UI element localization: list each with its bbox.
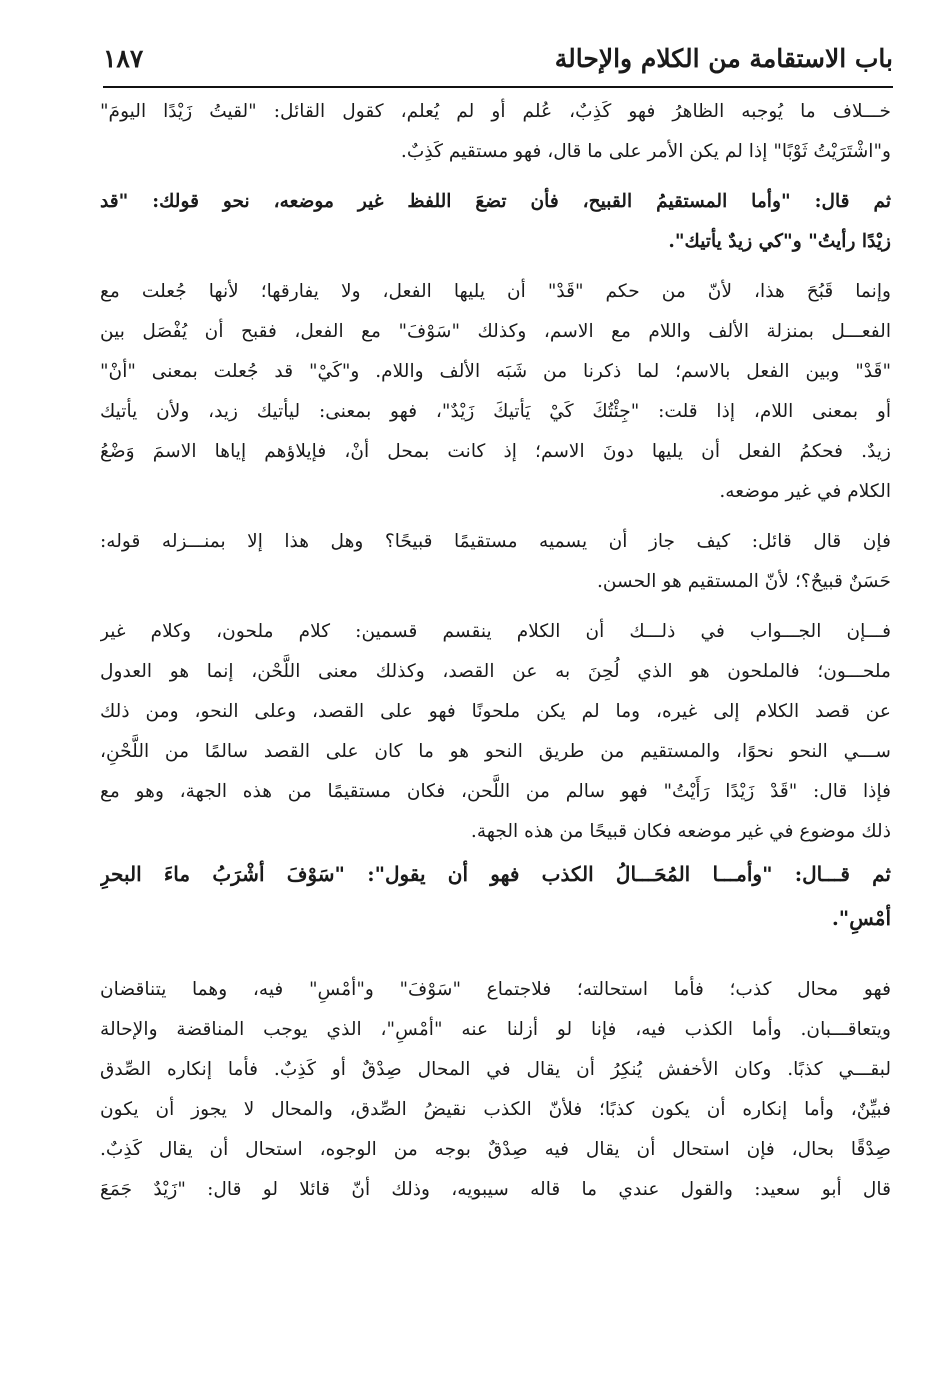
text-line: عن قصد الكلام إلى غيره، وما لم يكن ملحونًا فهو على القصد، وعلى النحو، ومن ذلك (100, 701, 891, 722)
text-line: أمْسِ". (831, 906, 891, 930)
paragraph (100, 522, 891, 602)
text-line: ثم قال: "وأما المستقيمُ القبيح، فأن تضعَ اللفظ غير موضعه، نحو قولك: "قد (100, 191, 891, 212)
text-line: فإن قال قائل: كيف جاز أن يسميه مستقيمًا قبيحًا؟ وهل هذا إلا بمنـــزله قوله: (100, 531, 891, 552)
paragraph (100, 92, 891, 172)
text-line: قال أبو سعيد: والقول عندي ما قاله سيبويه، وذلك أنّ قائلا لو قال: "زَيْدٌ جَمَعَ (100, 1179, 891, 1200)
paragraph (100, 970, 891, 1170)
text-line: الكلام في غير موضعه. (719, 481, 891, 502)
quoted-paragraph (100, 182, 891, 262)
text-line: ســـي النحو نحوًا، والمستقيم من طريق النحو هو ما كان على القصد سالمًا من اللَّحْنِ، (100, 741, 891, 762)
text-line: حَسَنٌ قبيحٌ؟؛ لأنّ المستقيم هو الحسن. (596, 571, 891, 592)
paragraph (100, 272, 891, 512)
text-line: ثم قـــال: "وأمـــا المُحَـــالُ الكذب فهو أن يقول": "سَوْفَ أشْرَبُ ماءَ البحرِ (100, 862, 891, 886)
text-line: و"اشْتَرَيْتُ ثَوْبًا" إذا لم يكن الأمر على ما قال، فهو مستقيم كَذِبٌ. (400, 141, 891, 162)
paragraph (100, 612, 891, 852)
quoted-paragraph (100, 852, 891, 940)
text-line: الفعـــل بمنزلة الألف واللام مع الاسم، وكذلك "سَوْفَ" مع الفعل، فقبح أن يُفْصَل بين (100, 321, 891, 342)
text-line: ملحـــون؛ فالملحون هو الذي لُحِنَ به عن القصد، وكذلك معنى اللَّحْن، إنما هو العدول (100, 661, 891, 682)
text-line: خـــلاف ما يُوجبه الظاهرُ فهو كَذِبٌ، عُلم أو لم يُعلم، كقول القائل: "لقيتُ زَيْدًا اليومَ" (100, 101, 891, 122)
text-line: فـــإن الجـــواب في ذلـــك أن الكلام ينقسم قسمين: كلام ملحون، وكلام غير (100, 621, 891, 642)
text-line: زيْدًا رأيتُ" و"كي زيدٌ يأتيك". (668, 231, 891, 252)
text-line: أو بمعنى اللام، إذا قلت: "جِئْتُكَ كَيْ يَأتيكَ زَيْدٌ"، فهو بمعنى: ليأتيك زيد، ولأن يأتيك (100, 401, 891, 422)
page-body (100, 92, 891, 1210)
text-line: فهو محال كذب؛ فأما استحالته؛ فلاجتماع "سَوْفَ" و"أمْسِ" فيه، وهما يتناقضان (100, 979, 891, 1000)
text-line: زيدٌ. فحكمُ الفعل أن يليها دونَ الاسم؛ إذ كانت بمحل أنْ، فإيلاؤهم إياها الاسمَ وَضْعُ (100, 441, 891, 462)
chapter-title: باب الاستقامة من الكلام والإحالة (554, 43, 893, 73)
text-line: "قَدْ" وبين الفعل بالاسم؛ لما ذكرنا من شَبَه الألف واللام. و"كَيْ" قد جُعلت بمعنى "أنْ" (100, 361, 891, 382)
text-line: ويتعاقـــبان. وأما الكذب فيه، فإنا لو أزلنا عنه "أمْسِ"، الذي يوجب المناقضة والإحالة (100, 1019, 891, 1040)
page-number: ١٨٧ (103, 43, 144, 73)
text-line: فإذا قال: "قَدْ زَيْدًا رَأَيْتُ" فهو سالم من اللَّحن، فكان مستقيمًا من هذه الجهة، وهو مع (100, 781, 891, 802)
paragraph (100, 1170, 891, 1210)
text-line: صِدْقًا بحال، فإن استحال أن يقال فيه صِدْقٌ بوجه من الوجوه، استحال أن يقال كَذِبٌ. (100, 1139, 891, 1160)
running-header (103, 30, 893, 88)
text-line: فبيِّنٌ، وأما إنكاره أن يكون كذبًا؛ فلأنّ الكذب نقيضُ الصِّدق، والمحال لا يجوز أن يكون (100, 1099, 891, 1120)
text-line: لبقـــي كذبًا. وكان الأخفش يُنكِرُ أن يقال في المحال صِدْقٌ أو كَذِبٌ. فأما إنكاره الصِّدق (100, 1059, 891, 1080)
text-line: ذلك موضوع في غير موضعه فكان قبيحًا من هذه الجهة. (470, 821, 891, 842)
text-line: وإنما قَبُحَ هذا، لأنّ من حكم "قَدْ" أن يليها الفعل، ولا يفارقها؛ لأنها جُعلت مع (100, 281, 891, 302)
